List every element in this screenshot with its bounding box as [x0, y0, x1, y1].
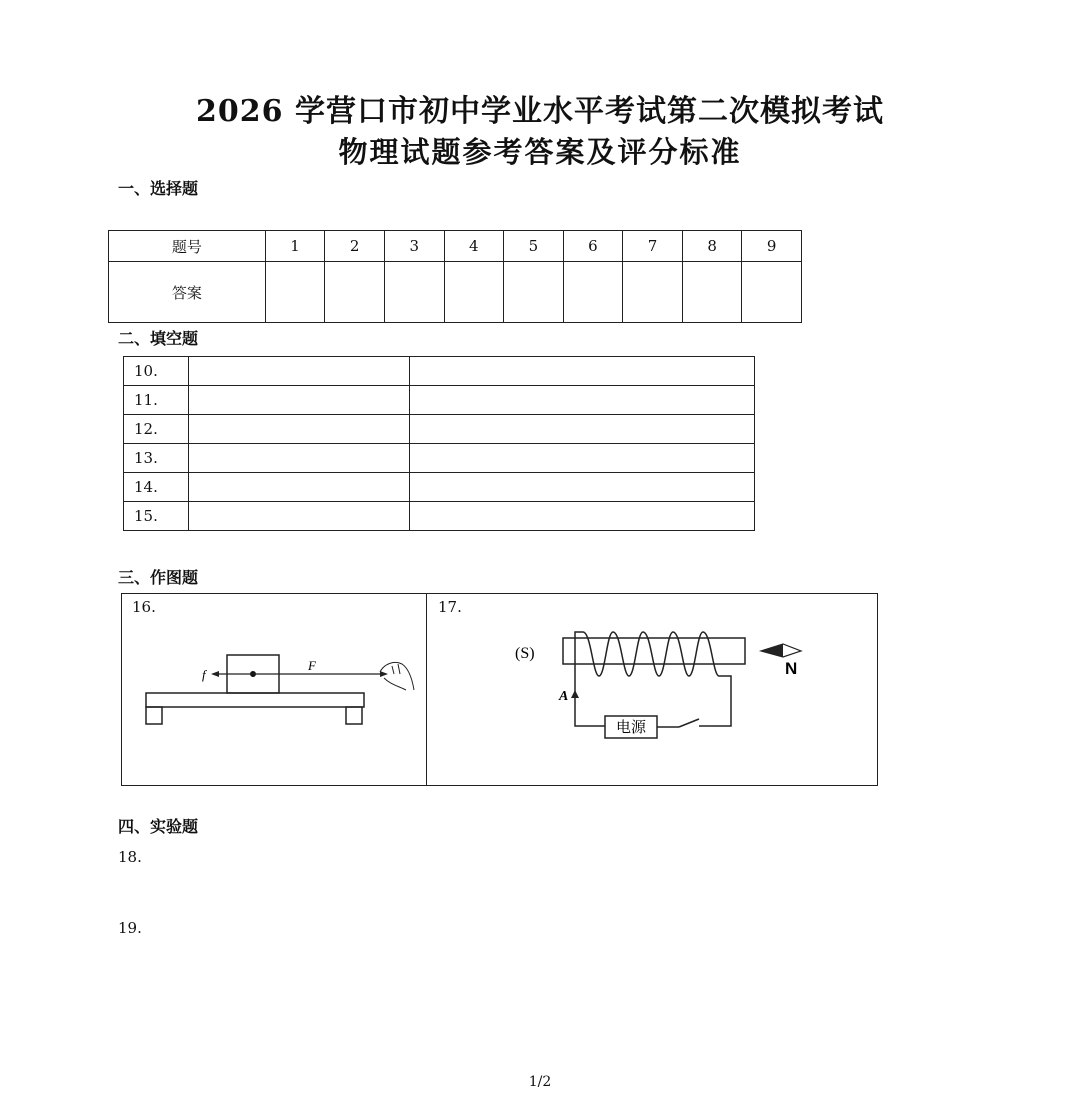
table-row	[124, 386, 755, 415]
section4-heading: 四、实验题	[118, 817, 199, 836]
table-top	[146, 693, 364, 707]
table-row	[124, 502, 755, 531]
choice-answer-table	[108, 230, 802, 323]
section2-heading: 二、填空题	[118, 329, 199, 348]
answer-cell	[410, 502, 755, 531]
drawing-answers-box	[121, 593, 878, 786]
answer-cell	[410, 415, 755, 444]
answer-cell	[189, 502, 410, 531]
question-number: 1	[265, 231, 325, 262]
section1-heading: 一、选择题	[118, 179, 199, 198]
q17-electromagnet-diagram	[427, 594, 877, 785]
question-number: 6	[563, 231, 623, 262]
table-row	[109, 231, 802, 262]
answer-cell	[189, 357, 410, 386]
question-number: 4	[444, 231, 504, 262]
row-label: 答案	[109, 262, 266, 323]
left-pole-label: (S)	[515, 645, 535, 662]
question-number: 2	[325, 231, 385, 262]
answer-cell	[325, 262, 385, 323]
question-number: 18.	[118, 848, 142, 866]
section3-heading: 三、作图题	[118, 568, 199, 587]
answer-cell	[189, 386, 410, 415]
q16-force-diagram	[122, 594, 426, 785]
compass-needle-dark-half	[761, 644, 783, 657]
answer-cell	[189, 444, 410, 473]
question-number: 9	[742, 231, 802, 262]
answer-cell	[682, 262, 742, 323]
hand-icon	[380, 662, 414, 690]
answer-cell	[410, 357, 755, 386]
answer-cell	[504, 262, 564, 323]
q16-label: 16.	[132, 598, 156, 616]
question-number: 11.	[124, 386, 189, 415]
table-row	[109, 262, 802, 323]
friction-arrowhead	[211, 671, 219, 677]
question-number: 14.	[124, 473, 189, 502]
answer-cell	[265, 262, 325, 323]
page-subtitle: 物理试题参考答案及评分标准	[338, 135, 742, 169]
force-label: F	[308, 658, 316, 673]
current-arrow-icon	[571, 690, 579, 698]
answer-cell	[410, 386, 755, 415]
table-leg-left	[146, 707, 162, 724]
row-label: 题号	[109, 231, 266, 262]
question-number: 5	[504, 231, 564, 262]
q17-label: 17.	[438, 598, 462, 616]
table-row	[124, 473, 755, 502]
answer-cell	[742, 262, 802, 323]
answer-cell	[623, 262, 683, 323]
fill-in-answer-table	[123, 356, 755, 531]
question-number: 15.	[124, 502, 189, 531]
table-row	[124, 415, 755, 444]
table-row	[124, 444, 755, 473]
north-pole-label: N	[785, 659, 798, 678]
table-leg-right	[346, 707, 362, 724]
answer-cell	[189, 415, 410, 444]
page-title: 2026 学营口市初中学业水平考试第二次模拟考试	[196, 94, 884, 129]
point-a-label: A	[559, 689, 569, 704]
pull-force-arrowhead	[380, 671, 388, 677]
question-number: 19.	[118, 918, 142, 937]
question-number: 7	[623, 231, 683, 262]
table-row	[124, 357, 755, 386]
answer-cell	[189, 473, 410, 502]
wire-right	[712, 676, 731, 726]
friction-label: f	[202, 667, 206, 682]
answer-cell	[563, 262, 623, 323]
switch-lever	[679, 719, 699, 727]
answer-cell	[410, 473, 755, 502]
question-number: 3	[384, 231, 444, 262]
question-number: 13.	[124, 444, 189, 473]
question-number: 10.	[124, 357, 189, 386]
answer-cell	[444, 262, 504, 323]
iron-core	[563, 638, 745, 664]
power-source-label: 电源	[615, 718, 647, 736]
question-number: 12.	[124, 415, 189, 444]
answer-cell	[384, 262, 444, 323]
question-number: 8	[682, 231, 742, 262]
answer-cell	[410, 444, 755, 473]
page-number: 1/2	[528, 1074, 552, 1090]
